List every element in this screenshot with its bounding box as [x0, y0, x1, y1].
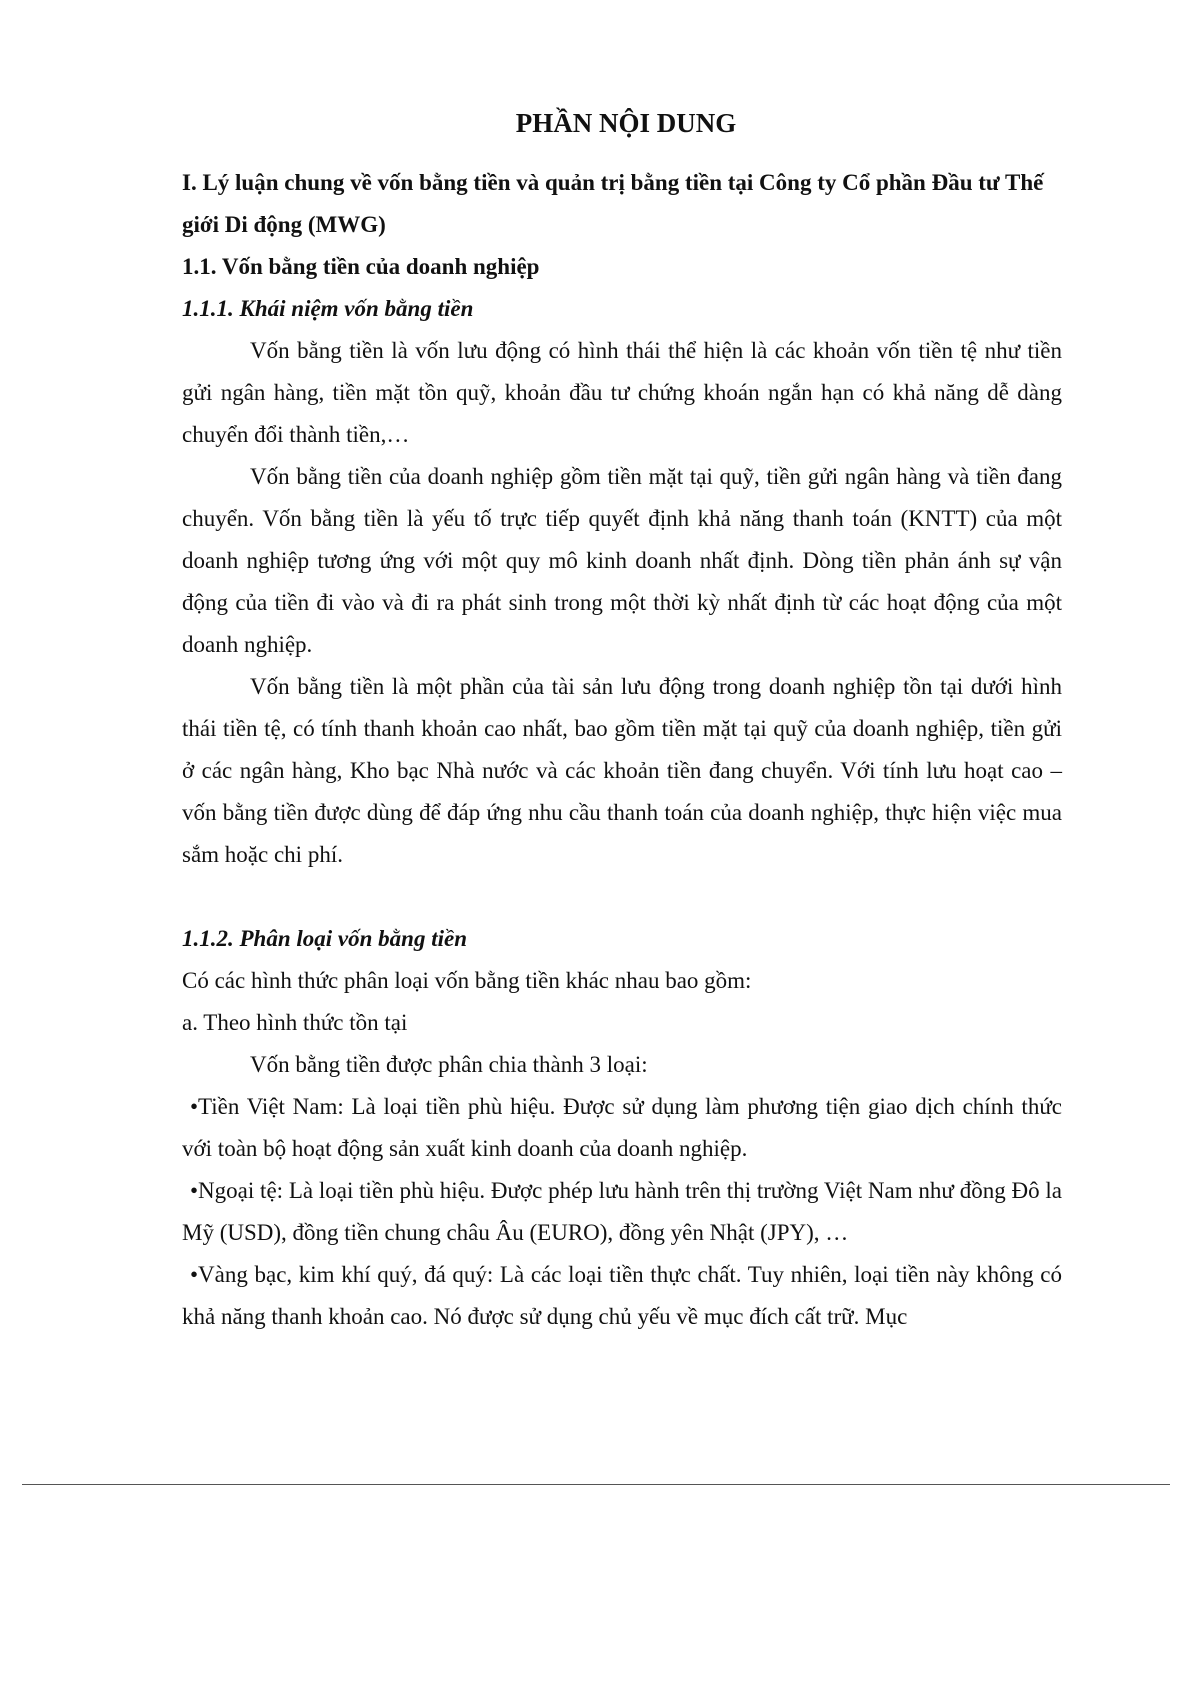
section-1-1-1-heading: 1.1.1. Khái niệm vốn bằng tiền [182, 296, 474, 321]
classification-intro: Có các hình thức phân loại vốn bằng tiền khác nhau bao gồm: [182, 968, 752, 993]
section-1-1-2-heading: 1.1.2. Phân loại vốn bằng tiền [182, 926, 467, 951]
paragraph-definition-3: Vốn bằng tiền là một phần của tài sản lưu động trong doanh nghiệp tồn tại dưới hình thái tiền tệ, có tính thanh khoản cao nhất, bao gồm tiền mặt tại quỹ của doanh nghiệp, tiền gửi ở các ngân hàng, Kho bạc Nhà nước và các khoản tiền đang chuyển. Với tính lưu hoạt cao – vốn bằng tiền được dùng để đáp ứng nhu cầu thanh toán của doanh nghiệp, thực hiện việc mua sắm hoặc chi phí. [182, 674, 1062, 867]
paragraph-definition-2: Vốn bằng tiền của doanh nghiệp gồm tiền mặt tại quỹ, tiền gửi ngân hàng và tiền đang chuyển. Vốn bằng tiền là yếu tố trực tiếp quyết định khả năng thanh toán (KNTT) của một doanh nghiệp tương ứng với một quy mô kinh doanh nhất định. Dòng tiền phản ánh sự vận động của tiền đi vào và đi ra phát sinh trong một thời kỳ nhất định từ các hoạt động của một doanh nghiệp. [182, 464, 1062, 657]
bullet-item-foreign-currency: •Ngoại tệ: Là loại tiền phù hiệu. Được phép lưu hành trên thị trường Việt Nam như đồng Đô la Mỹ (USD), đồng tiền chung châu Âu (EURO), đồng yên Nhật (JPY), … [182, 1178, 1062, 1245]
subsection-a-heading: a. Theo hình thức tồn tại [182, 1010, 408, 1035]
page-title: PHẦN NỘI DUNG [515, 108, 737, 138]
paragraph-definition-1: Vốn bằng tiền là vốn lưu động có hình thái thể hiện là các khoản vốn tiền tệ như tiền gửi ngân hàng, tiền mặt tồn quỹ, khoản đầu tư chứng khoán ngắn hạn có khả năng dễ dàng chuyển đổi thành tiền,… [182, 338, 1062, 447]
bullet-item-precious-metals: •Vàng bạc, kim khí quý, đá quý: Là các loại tiền thực chất. Tuy nhiên, loại tiền này không có khả năng thanh khoản cao. Nó được sử dụng chủ yếu về mục đích cất trữ. Mục [182, 1262, 1062, 1329]
page-content [182, 96, 1062, 1338]
footer-divider [22, 1484, 1170, 1485]
section-gap [182, 876, 1062, 918]
bullet-item-vnd: •Tiền Việt Nam: Là loại tiền phù hiệu. Được sử dụng làm phương tiện giao dịch chính thức với toàn bộ hoạt động sản xuất kinh doanh của doanh nghiệp. [182, 1094, 1062, 1161]
section-1-1-heading: 1.1. Vốn bằng tiền của doanh nghiệp [182, 254, 540, 279]
subsection-a-intro: Vốn bằng tiền được phân chia thành 3 loại: [250, 1052, 648, 1077]
section-1-heading: I. Lý luận chung về vốn bằng tiền và quản trị bằng tiền tại Công ty Cổ phần Đầu tư Thế giới Di động (MWG) [182, 170, 1044, 237]
